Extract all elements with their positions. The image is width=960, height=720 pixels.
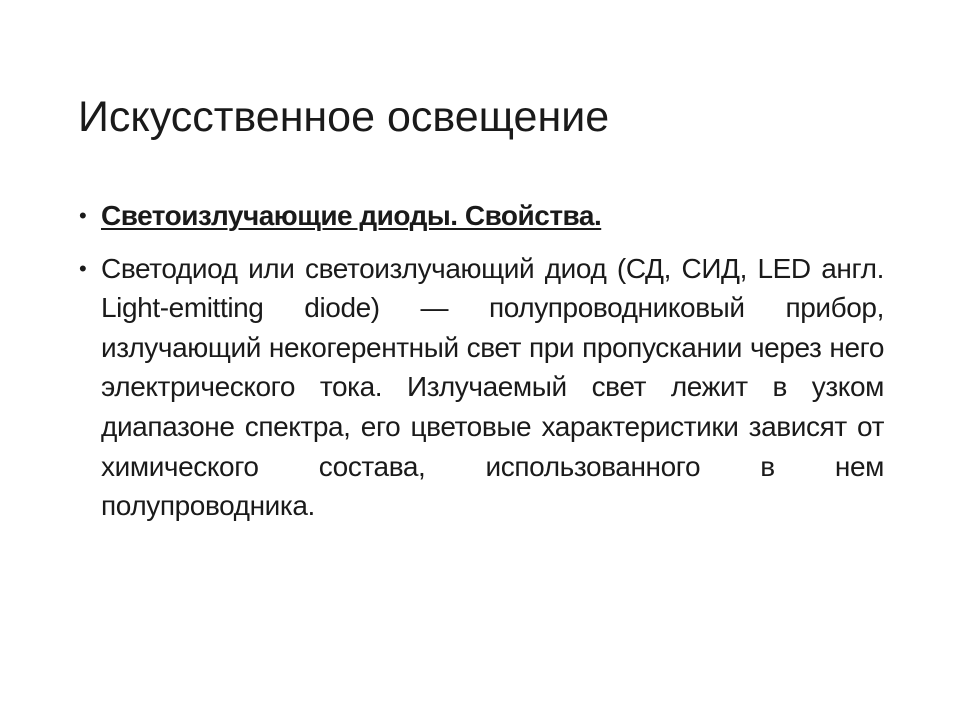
bullet-dot-icon: • xyxy=(79,203,87,228)
slide-title: Искусственное освещение xyxy=(78,92,610,141)
section-heading: Светоизлучающие диоды. Свойства. xyxy=(101,200,602,231)
bullet-list xyxy=(78,196,884,526)
bullet-dot-icon: • xyxy=(79,255,87,281)
definition-paragraph: Светодиод или светоизлучающий диод (СД, СИД, LED англ. Light-emitting diode) — полупроводниковый прибор, излучающий некогерентный свет при пропускании через него электрического тока. Излучаемый свет лежит в узком диапазоне спектра, его цветовые характеристики зависят от химического состава, использованного в нем полупроводника. xyxy=(101,252,884,522)
bullet-item-heading xyxy=(78,196,884,236)
bullet-item-definition xyxy=(78,249,884,526)
